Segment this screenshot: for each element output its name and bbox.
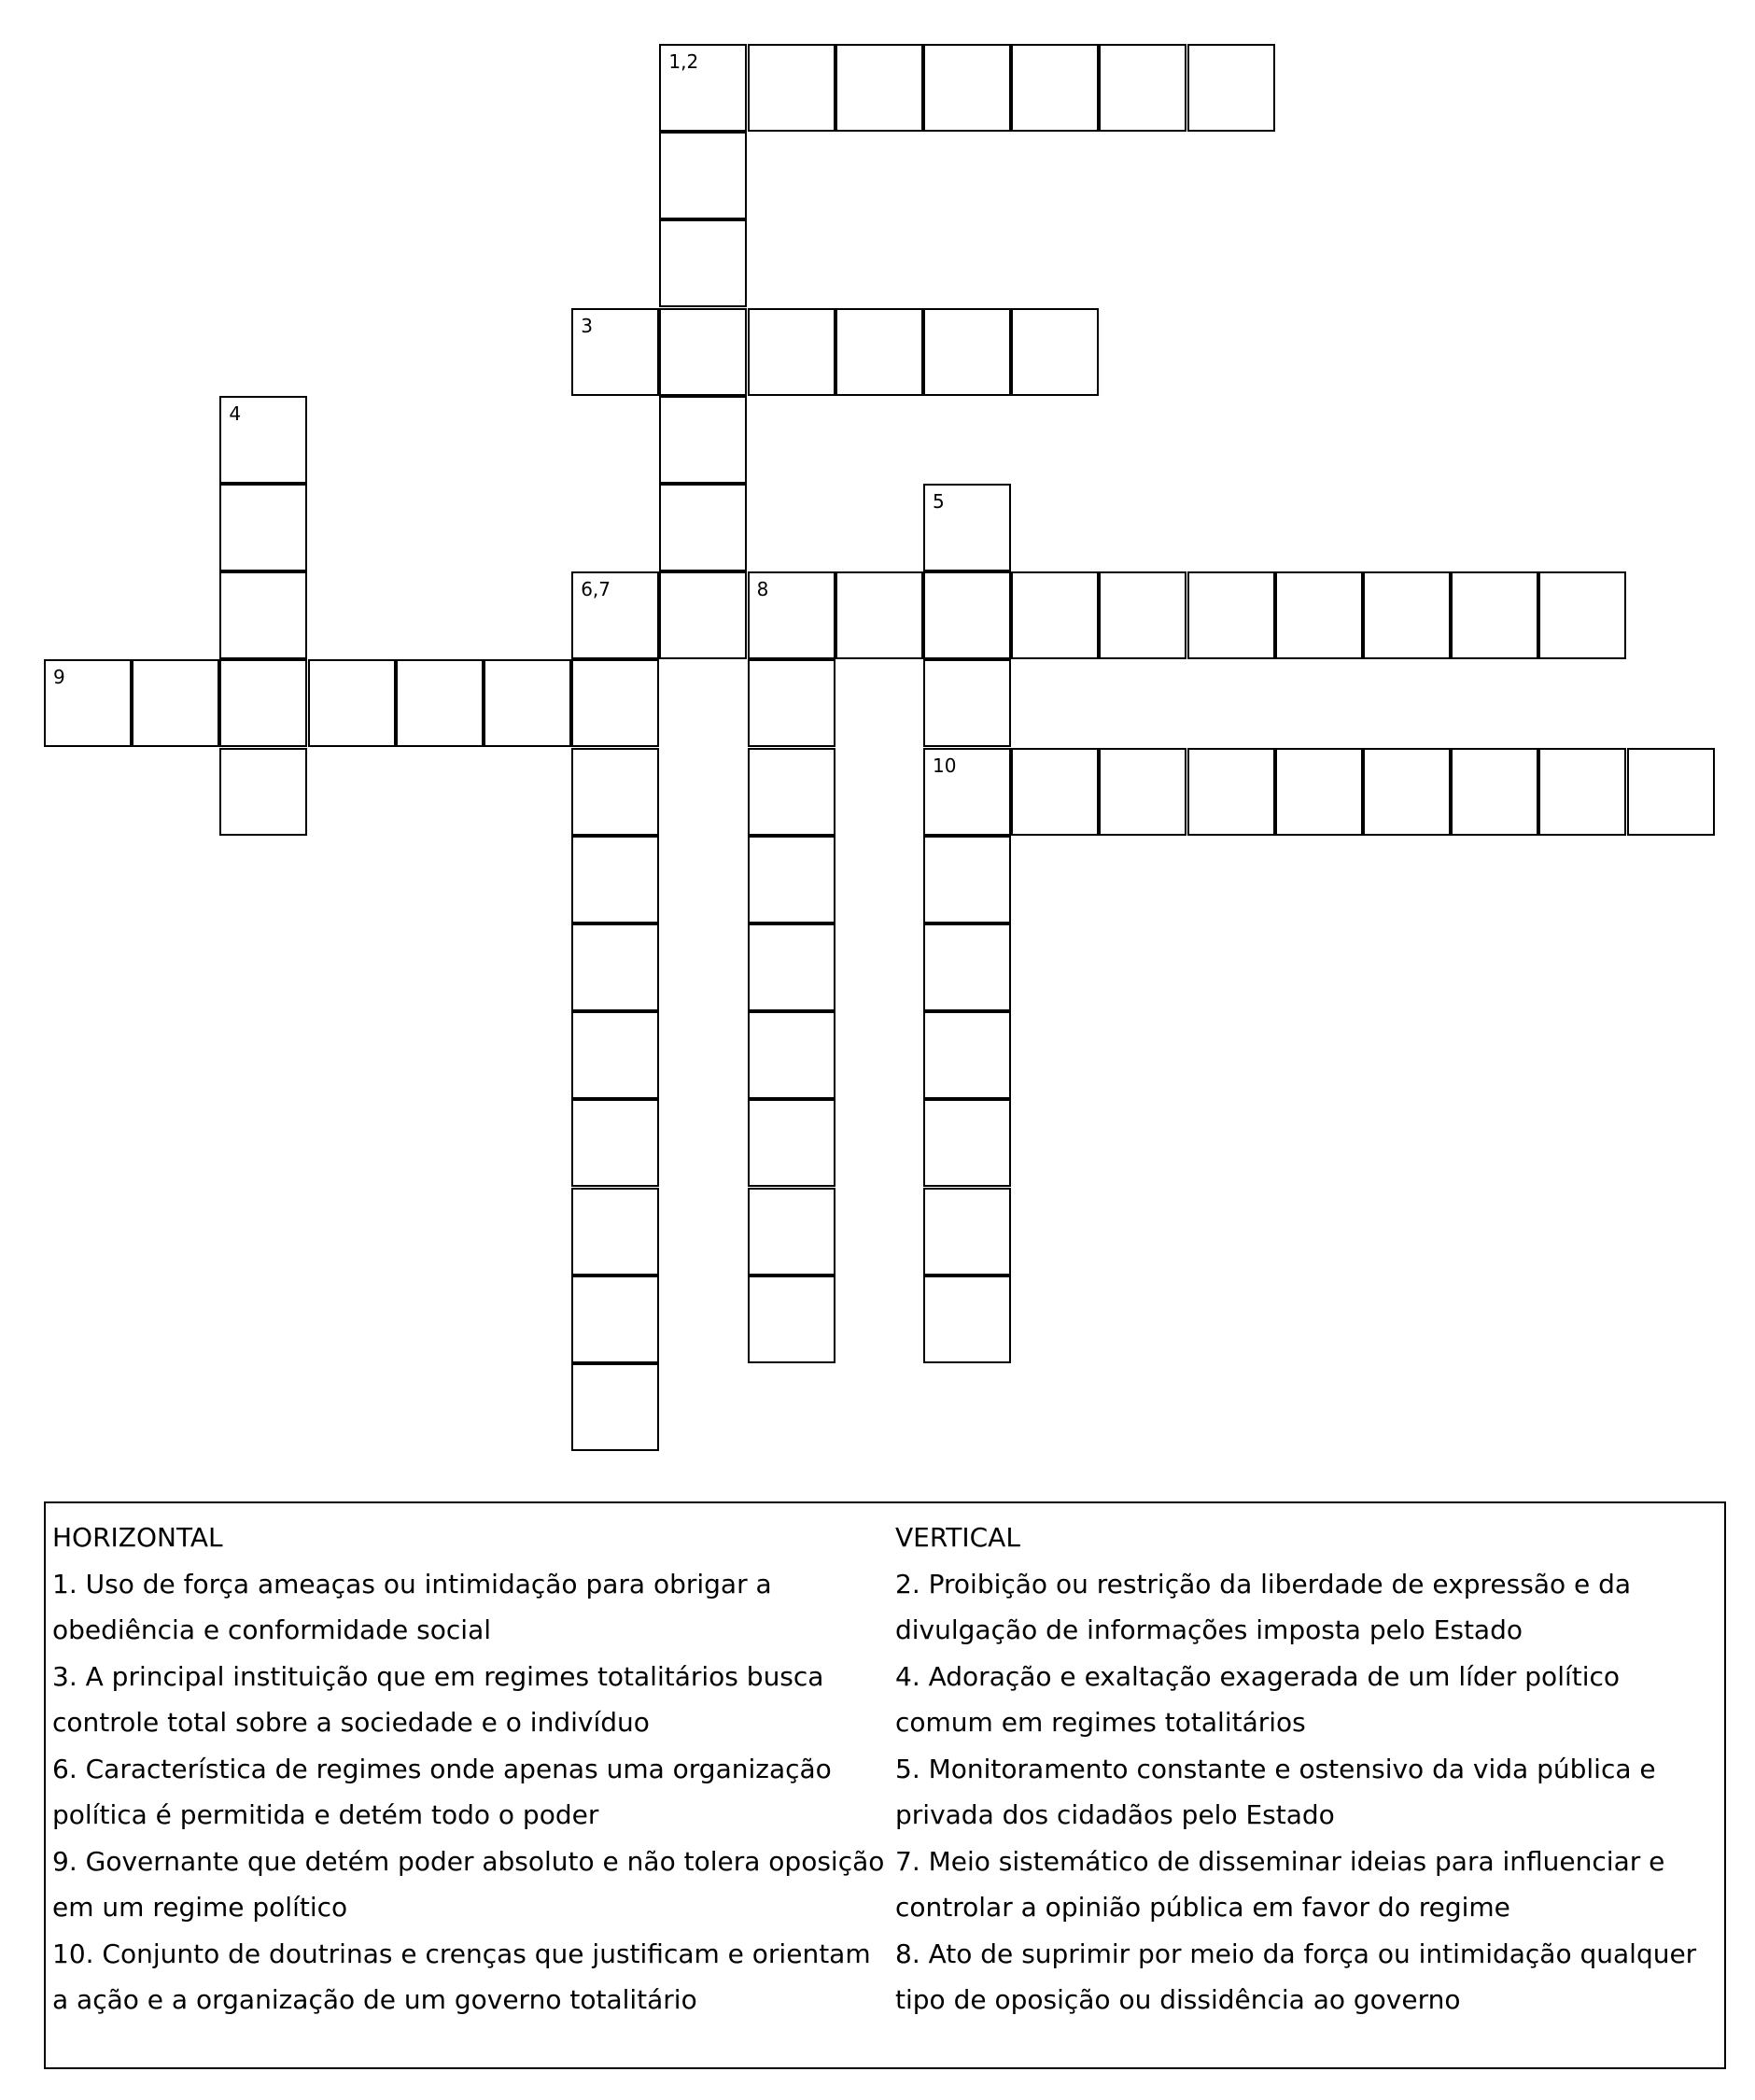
grid-cell[interactable] <box>571 923 659 1011</box>
grid-cell[interactable] <box>308 659 396 747</box>
grid-cell[interactable] <box>923 1099 1011 1187</box>
grid-cell[interactable] <box>1187 44 1275 132</box>
grid-cell[interactable] <box>571 1276 659 1363</box>
grid-cell[interactable] <box>659 571 747 659</box>
grid-cell[interactable] <box>748 308 835 396</box>
grid-cell[interactable] <box>1627 748 1715 836</box>
horizontal-clues <box>52 1515 892 2023</box>
grid-cell[interactable] <box>1538 748 1626 836</box>
clue-vertical-4: 4. Adoração e exaltação exagerada de um líder político comum em regimes totalitários <box>895 1660 1621 1738</box>
grid-cell[interactable] <box>923 748 1011 836</box>
grid-cell[interactable] <box>1363 748 1451 836</box>
clue-horizontal-3: 3. A principal instituição que em regimes totalitários busca controle total sobre a sociedade e o indivíduo <box>52 1660 824 1738</box>
clue-number: 10 <box>933 754 957 777</box>
grid-cell[interactable] <box>923 1276 1011 1363</box>
clue-vertical-5: 5. Monitoramento constante e ostensivo da vida pública e privada dos cidadãos pelo Estado <box>895 1753 1656 1830</box>
grid-cell[interactable] <box>835 44 923 132</box>
grid-cell[interactable] <box>748 836 835 923</box>
grid-cell[interactable] <box>571 1011 659 1099</box>
grid-cell[interactable] <box>571 1099 659 1187</box>
clue-number: 5 <box>933 490 945 513</box>
clues-box <box>44 1501 1726 2069</box>
grid-cell[interactable] <box>748 44 835 132</box>
grid-cell[interactable] <box>748 571 835 659</box>
grid-cell[interactable] <box>748 923 835 1011</box>
grid-cell[interactable] <box>571 1363 659 1451</box>
grid-cell[interactable] <box>748 1188 835 1276</box>
grid-cell[interactable] <box>1099 748 1186 836</box>
horizontal-title: HORIZONTAL <box>52 1522 223 1553</box>
grid-cell[interactable] <box>571 308 659 396</box>
grid-cell[interactable] <box>571 571 659 659</box>
vertical-title: VERTICAL <box>895 1522 1020 1553</box>
grid-cell[interactable] <box>1011 571 1099 659</box>
grid-cell[interactable] <box>748 1099 835 1187</box>
grid-cell[interactable] <box>1538 571 1626 659</box>
grid-cell[interactable] <box>923 923 1011 1011</box>
grid-cell[interactable] <box>659 396 747 484</box>
grid-cell[interactable] <box>923 836 1011 923</box>
clue-vertical-8: 8. Ato de suprimir por meio da força ou intimidação qualquer tipo de oposição ou dissidência ao governo <box>895 1938 1697 2015</box>
grid-cell[interactable] <box>748 1011 835 1099</box>
grid-cell[interactable] <box>923 484 1011 571</box>
grid-cell[interactable] <box>132 659 219 747</box>
grid-cell[interactable] <box>571 748 659 836</box>
grid-cell[interactable] <box>748 1276 835 1363</box>
clue-number: 9 <box>53 666 65 689</box>
grid-cell[interactable] <box>923 308 1011 396</box>
clue-horizontal-6: 6. Característica de regimes onde apenas uma organização política é permitida e detém todo o poder <box>52 1753 832 1830</box>
grid-cell[interactable] <box>659 219 747 307</box>
grid-cell[interactable] <box>1099 44 1186 132</box>
grid-cell[interactable] <box>219 748 307 836</box>
grid-cell[interactable] <box>659 132 747 219</box>
clue-horizontal-9: 9. Governante que detém poder absoluto e não tolera oposição em um regime político <box>52 1845 885 1923</box>
grid-cell[interactable] <box>1011 748 1099 836</box>
clue-vertical-7: 7. Meio sistemático de disseminar ideias para influenciar e controlar a opinião pública em favor do regime <box>895 1845 1665 1923</box>
grid-cell[interactable] <box>748 748 835 836</box>
grid-cell[interactable] <box>571 1188 659 1276</box>
clue-horizontal-1: 1. Uso de força ameaças ou intimidação para obrigar a obediência e conformidade social <box>52 1568 772 1645</box>
grid-cell[interactable] <box>219 659 307 747</box>
grid-cell[interactable] <box>835 571 923 659</box>
grid-cell[interactable] <box>1187 571 1275 659</box>
clue-number: 8 <box>756 578 769 601</box>
grid-cell[interactable] <box>1011 44 1099 132</box>
grid-cell[interactable] <box>219 571 307 659</box>
grid-cell[interactable] <box>923 1011 1011 1099</box>
grid-cell[interactable] <box>219 484 307 571</box>
grid-cell[interactable] <box>923 659 1011 747</box>
clue-number: 6,7 <box>581 578 611 601</box>
clue-horizontal-10: 10. Conjunto de doutrinas e crenças que justificam e orientam a ação e a organização de um governo totalitário <box>52 1938 871 2015</box>
grid-cell[interactable] <box>484 659 571 747</box>
grid-cell[interactable] <box>659 308 747 396</box>
grid-cell[interactable] <box>219 396 307 484</box>
vertical-clues <box>895 1515 1717 2023</box>
grid-cell[interactable] <box>1099 571 1186 659</box>
clue-number: 4 <box>229 402 242 425</box>
clue-number: 3 <box>581 314 593 337</box>
grid-cell[interactable] <box>923 44 1011 132</box>
clue-vertical-2: 2. Proibição ou restrição da liberdade de expressão e da divulgação de informações imposta pelo Estado <box>895 1568 1632 1645</box>
grid-cell[interactable] <box>396 659 484 747</box>
grid-cell[interactable] <box>44 659 132 747</box>
grid-cell[interactable] <box>748 659 835 747</box>
grid-cell[interactable] <box>1275 748 1363 836</box>
grid-cell[interactable] <box>1011 308 1099 396</box>
grid-cell[interactable] <box>1363 571 1451 659</box>
grid-cell[interactable] <box>659 44 747 132</box>
grid-cell[interactable] <box>1275 571 1363 659</box>
grid-cell[interactable] <box>571 659 659 747</box>
grid-cell[interactable] <box>659 484 747 571</box>
clue-number: 1,2 <box>668 50 699 73</box>
grid-cell[interactable] <box>1187 748 1275 836</box>
grid-cell[interactable] <box>1451 748 1538 836</box>
grid-cell[interactable] <box>835 308 923 396</box>
grid-cell[interactable] <box>923 571 1011 659</box>
grid-cell[interactable] <box>923 1188 1011 1276</box>
grid-cell[interactable] <box>1451 571 1538 659</box>
grid-cell[interactable] <box>571 836 659 923</box>
